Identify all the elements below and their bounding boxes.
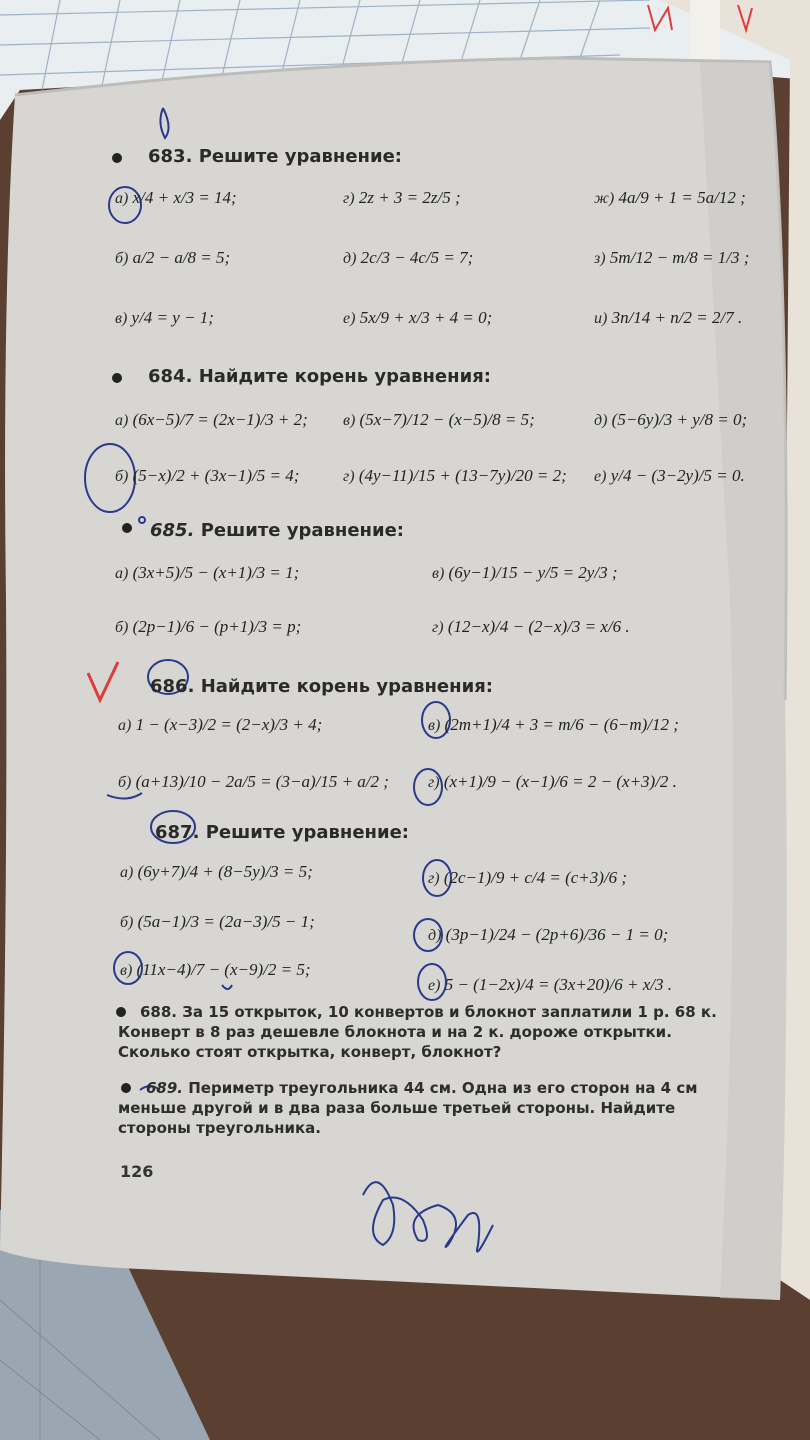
- eq-683-e: е) 5x/9 + x/3 + 4 = 0;: [343, 308, 493, 327]
- eq-687-b: б) (5a−1)/3 = (2a−3)/5 − 1;: [120, 912, 315, 931]
- problem-title: Решите уравнение:: [198, 146, 402, 167]
- problem-title: Найдите корень уравнения:: [198, 366, 491, 387]
- eq-683-d: д) 2c/3 − 4c/5 = 7;: [343, 248, 474, 267]
- problem-title: Решите уравнение:: [200, 520, 404, 541]
- problem-686-header: [150, 676, 493, 697]
- eq-686-v: в) (2m+1)/4 + 3 = m/6 − (6−m)/12 ;: [428, 715, 679, 734]
- eq-687-g: г) (2c−1)/9 + c/4 = (c+3)/6 ;: [428, 868, 628, 887]
- problem-number: 687.: [155, 822, 200, 843]
- problem-title: Решите уравнение:: [205, 822, 409, 843]
- eq-685-a: а) (3x+5)/5 − (x+1)/3 = 1;: [115, 563, 300, 582]
- eq-683-a: а) x/4 + x/3 = 14;: [115, 188, 237, 207]
- eq-687-v: в) (11x−4)/7 − (x−9)/2 = 5;: [120, 960, 311, 979]
- eq-683-i: и) 3n/14 + n/2 = 2/7 .: [594, 308, 743, 327]
- problem-689: [118, 1078, 748, 1138]
- problem-687-header: [155, 822, 409, 843]
- eq-686-g: г) (x+1)/9 − (x−1)/6 = 2 − (x+3)/2 .: [428, 772, 677, 791]
- problem-title: Найдите корень уравнения:: [200, 676, 493, 697]
- eq-686-a: а) 1 − (x−3)/2 = (2−x)/3 + 4;: [118, 715, 323, 734]
- problem-683-header: [148, 146, 402, 167]
- eq-683-v: в) y/4 = y − 1;: [115, 308, 214, 327]
- problem-text: Периметр треугольника 44 см. Одна из его сторон на 4 см меньше другой и в два раза больше третьей стороны. Найдите стороны треугольника.: [118, 1079, 698, 1137]
- page-number: 126: [120, 1162, 154, 1181]
- eq-687-a: а) (6y+7)/4 + (8−5y)/3 = 5;: [120, 862, 313, 881]
- problem-number: 684.: [148, 366, 193, 387]
- problem-text: За 15 открыток, 10 конвертов и блокнот заплатили 1 р. 68 к. Конверт в 8 раз дешевле блокнота и на 2 к. дороже открытки. Сколько стоят открытка, конверт, блокнот?: [118, 1003, 717, 1061]
- eq-684-a: а) (6x−5)/7 = (2x−1)/3 + 2;: [115, 410, 308, 429]
- eq-684-b: б) (5−x)/2 + (3x−1)/5 = 4;: [115, 466, 300, 485]
- eq-687-e: е) 5 − (1−2x)/4 = (3x+20)/6 + x/3 .: [428, 975, 672, 994]
- eq-685-g: г) (12−x)/4 − (2−x)/3 = x/6 .: [432, 617, 630, 636]
- eq-686-b: б) (a+13)/10 − 2a/5 = (3−a)/15 + a/2 ;: [118, 772, 389, 791]
- eq-684-e: е) y/4 − (3−2y)/5 = 0.: [594, 466, 745, 485]
- eq-687-d: д) (3p−1)/24 − (2p+6)/36 − 1 = 0;: [428, 925, 669, 944]
- problem-number: 689.: [146, 1079, 184, 1097]
- eq-683-zh: ж) 4a/9 + 1 = 5a/12 ;: [594, 188, 746, 207]
- eq-685-b: б) (2p−1)/6 − (p+1)/3 = p;: [115, 617, 302, 636]
- eq-684-d: д) (5−6y)/3 + y/8 = 0;: [594, 410, 748, 429]
- eq-684-g: г) (4y−11)/15 + (13−7y)/20 = 2;: [343, 466, 567, 485]
- problem-number: 688.: [140, 1003, 178, 1021]
- problem-number: 686.: [150, 676, 195, 697]
- problem-number: 685.: [150, 520, 195, 541]
- eq-685-v: в) (6y−1)/15 − y/5 = 2y/3 ;: [432, 563, 618, 582]
- eq-683-b: б) a/2 − a/8 = 5;: [115, 248, 231, 267]
- problem-685-header: [150, 520, 404, 541]
- problem-number: 683.: [148, 146, 193, 167]
- problem-684-header: [148, 366, 491, 387]
- eq-683-g: г) 2z + 3 = 2z/5 ;: [343, 188, 461, 207]
- problem-688: [118, 1002, 748, 1062]
- eq-684-v: в) (5x−7)/12 − (x−5)/8 = 5;: [343, 410, 535, 429]
- eq-683-z: з) 5m/12 − m/8 = 1/3 ;: [594, 248, 750, 267]
